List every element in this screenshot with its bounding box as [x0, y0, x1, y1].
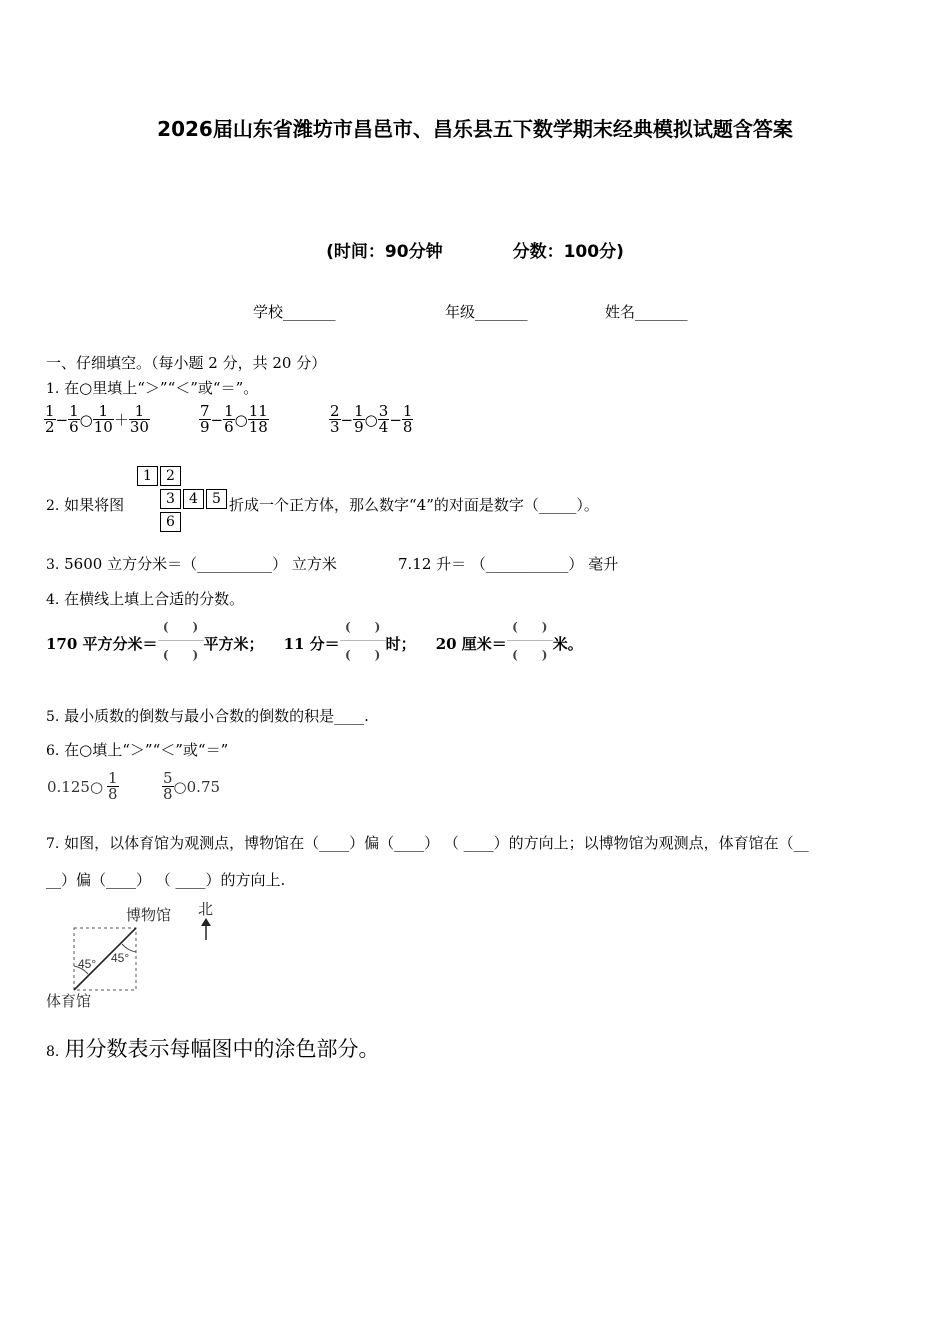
q4-line: 170 平方分米＝ $\frac{( )}{( )}$ 平方米； 11 分＝ $\frac{( )}{( )}$ 时； 20 厘米＝ $\frac{( )}{( )}$ 米。 [46, 618, 583, 668]
compare-circle[interactable]: ○ [234, 410, 248, 429]
fraction: $\frac{1}{2}$ [45, 402, 55, 436]
question-number: 7. [46, 836, 60, 852]
net-cell: 6 [160, 512, 181, 532]
blank-fraction[interactable]: $\frac{( )}{( )}$ [507, 618, 553, 668]
name-field: 姓名_______ [605, 303, 688, 321]
question-2-post: 折成一个正方体，那么数字“4”的对面是数字（_____）。 [229, 496, 599, 514]
fraction: $\frac{1}{8}$ [402, 402, 413, 436]
question-7: 7. 如图，以体育馆为观测点，博物馆在（____）偏（____） （ ____）的方向上；以博物馆为观测点，体育馆在（__ [46, 834, 809, 852]
compare-circle[interactable]: ○ [79, 410, 93, 429]
question-2-pre: 2. 如果将图 [46, 496, 125, 514]
q1-expression-3: $\frac{2}{3}$ − $\frac{1}{9}$ ○ $\frac{3}{4}$ − $\frac{1}{8}$ [330, 402, 413, 436]
fraction: $\frac{1}{30}$ [129, 402, 149, 436]
gym-label: 体育馆 [46, 992, 92, 1010]
question-3: 3. 5600 立方分米＝（__________） 立方米 [46, 555, 337, 573]
question-1 [46, 377, 258, 398]
question-4: 4. 在横线上填上合适的分数。 [46, 590, 245, 608]
direction-diagram [44, 898, 234, 1010]
q6-expr-1: 0.125○ $\frac{1}{8}$ [47, 769, 118, 803]
time-label: (时间：90分钟 [326, 242, 443, 262]
question-number: 1. [46, 381, 60, 397]
question-8: 8. 用分数表示每幅图中的涂色部分。 [46, 1037, 380, 1061]
page-title: 2026届山东省潍坊市昌邑市、昌乐县五下数学期末经典模拟试题含答案 [157, 117, 793, 141]
school-field: 学校_______ [253, 303, 336, 321]
fraction: $\frac{1}{6}$ [224, 402, 234, 436]
fraction: $\frac{1}{6}$ [69, 402, 79, 436]
fraction: $\frac{1}{10}$ [93, 402, 113, 436]
question-number: 5. [46, 709, 60, 725]
fraction: $\frac{7}{9}$ [200, 402, 210, 436]
angle-label: 45° [111, 951, 130, 965]
question-6: 6. 在○填上“＞”“＜”或“＝” [46, 741, 229, 759]
exam-meta [0, 237, 950, 262]
q1-expression-2: $\frac{7}{9}$ − $\frac{1}{6}$ ○ $\frac{11}{18}$ [200, 402, 268, 436]
net-cell: 2 [160, 466, 181, 486]
question-3-b: 7.12 升＝ （___________） 毫升 [398, 555, 619, 573]
fraction: $\frac{1}{9}$ [354, 402, 364, 436]
section-heading: 一、仔细填空。（每小题 2 分，共 20 分） [46, 354, 327, 372]
fraction: $\frac{11}{18}$ [248, 402, 268, 436]
question-number: 6. [46, 743, 60, 759]
fraction: $\frac{2}{3}$ [330, 402, 340, 436]
net-cell: 3 [160, 489, 181, 509]
q1-expression-1: $\frac{1}{2}$ − $\frac{1}{6}$ ○ $\frac{1}{10}$ ＋ $\frac{1}{30}$ [45, 402, 149, 436]
question-number: 8. [46, 1044, 60, 1060]
net-cell: 1 [137, 466, 158, 486]
angle-label: 45° [78, 957, 97, 971]
fraction: $\frac{5}{8}$ [163, 769, 173, 803]
net-cell: 4 [183, 489, 204, 509]
museum-label: 博物馆 [126, 906, 172, 924]
compare-circle[interactable]: ○ [364, 410, 378, 429]
question-number: 3. [46, 557, 60, 573]
grade-field: 年级_______ [445, 303, 528, 321]
question-number: 2. [46, 498, 60, 514]
blank-fraction[interactable]: $\frac{( )}{( )}$ [158, 618, 204, 668]
blank-fraction[interactable]: $\frac{( )}{( )}$ [340, 618, 386, 668]
net-cell: 5 [206, 489, 227, 509]
fraction: $\frac{3}{4}$ [378, 402, 389, 436]
north-label: 北 [198, 900, 214, 918]
q6-expr-2: $\frac{5}{8}$ ○0.75 [163, 769, 221, 803]
north-arrowhead-icon [201, 918, 211, 926]
question-number: 4. [46, 592, 60, 608]
question-5: 5. 最小质数的倒数与最小合数的倒数的积是____. [46, 707, 369, 725]
fraction: $\frac{1}{8}$ [108, 769, 118, 803]
score-label: 分数：100分) [512, 242, 624, 262]
question-7-line2: __）偏（____） （ ____）的方向上. [46, 871, 286, 889]
question-text: 在○里填上“＞”“＜”或“＝”。 [64, 379, 259, 397]
